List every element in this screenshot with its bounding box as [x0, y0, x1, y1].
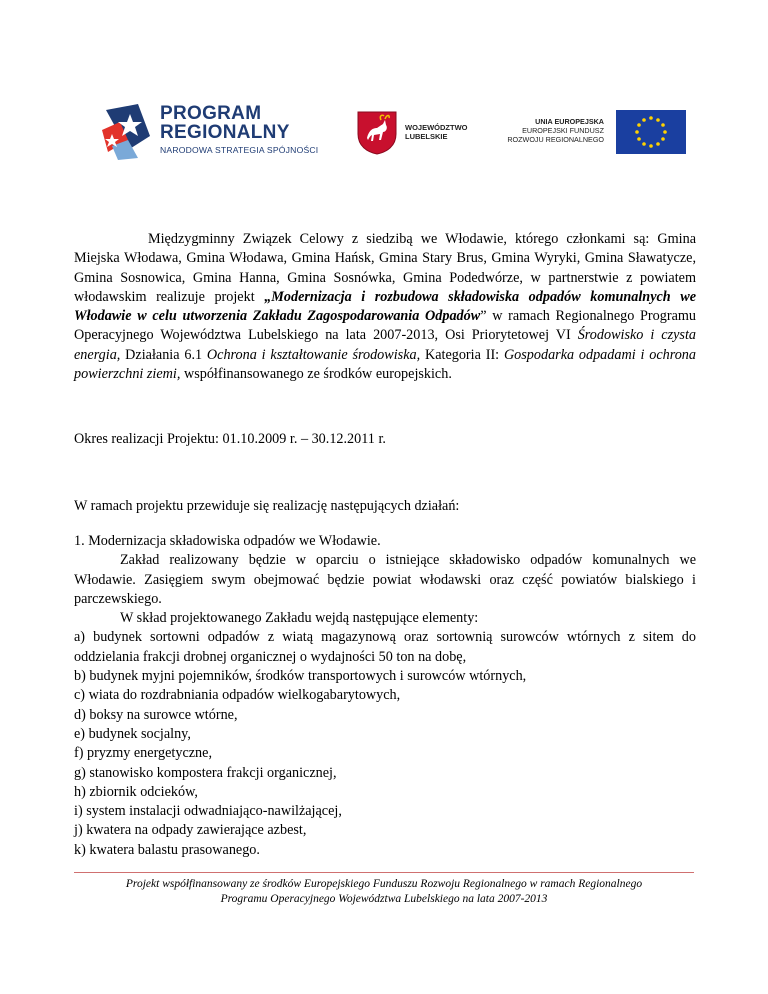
program-logo-line3: NARODOWA STRATEGIA SPÓJNOŚCI [160, 145, 319, 155]
footer [74, 877, 694, 907]
project-title: „Modernizacja i rozbudowa składowiska odpadów komunalnych we Włodawie w celu utworzenia Zakładu Zagospodarowania Odpadów [74, 288, 696, 325]
section-modernizacja [74, 532, 696, 860]
list-item: k) kwatera balastu prasowanego. [74, 841, 260, 858]
section-paragraph-2-text: W skład projektowanego Zakładu wejdą następujące elementy: [120, 610, 479, 627]
program-regionalny-emblem-icon [98, 100, 158, 162]
footer-line2: Programu Operacyjnego Województwa Lubelskiego na lata 2007-2013 [220, 893, 548, 905]
eu-logo-line1: UNIA EUROPEJSKA [535, 117, 604, 126]
list-item: j) kwatera na odpady zawierające azbest, [74, 822, 307, 839]
category-name: Gospodarka odpadami i ochrona powierzchni ziemi, [74, 346, 696, 383]
section-paragraph-1 [74, 551, 696, 609]
eu-logo-line2: EUROPEJSKI FUNDUSZ [522, 126, 604, 135]
eu-logo-line3: ROZWOJU REGIONALNEGO [507, 135, 604, 144]
list-item: g) stanowisko kompostera frakcji organicznej, [74, 764, 337, 781]
list-item: a) budynek sortowni odpadów z wiatą magazynową oraz sortownią surowców wtórnych z sitem do oddzielania frakcji drobnej organicznej o wydajności 50 ton na dobę, [74, 629, 696, 665]
list-item: d) boksy na surowce wtórne, [74, 706, 238, 723]
unia-europejska-logo [500, 110, 686, 154]
list-item: c) wiata do rozdrabniania odpadów wielkogabarytowych, [74, 687, 401, 704]
wojewodztwo-logo-line1: WOJEWÓDZTWO [405, 123, 468, 132]
section-paragraph-1-text: Zakład realizowany będzie w oparciu o istniejące składowisko odpadów komunalnych we Włodawie. Zasięgiem swym obejmować będzie powiat włodawski oraz część powiatów bialskiego i parczewskiego. [74, 552, 696, 607]
footer-divider [74, 872, 694, 873]
wojewodztwo-lubelskie-logo [355, 110, 505, 155]
eu-flag-icon [616, 110, 686, 154]
section-heading: 1. Modernizacja składowiska odpadów we Włodawie. [74, 533, 381, 549]
project-period: Okres realizacji Projektu: 01.10.2009 r. – 30.12.2011 r. [74, 431, 386, 447]
program-logo-line2: REGIONALNY [160, 122, 290, 143]
list-item: h) zbiornik odcieków, [74, 783, 198, 800]
intro-ending: współfinansowanego ze środków europejskich. [180, 366, 452, 383]
footer-line1: Projekt współfinansowany ze środków Europejskiego Funduszu Rozwoju Regionalnego w ramach Regionalnego [125, 878, 643, 890]
action-name: Ochrona i kształtowanie środowiska, [206, 346, 421, 363]
intro-after-action: Kategoria II: [420, 346, 504, 363]
list-item: f) pryzmy energetyczne, [74, 745, 212, 762]
actions-intro: W ramach projektu przewiduje się realizację następujących działań: [74, 498, 460, 514]
section-paragraph-2 [74, 609, 696, 628]
list-item: e) budynek socjalny, [74, 725, 191, 742]
intro-text: Międzygminny Związek Celowy z siedzibą we Włodawie, którego członkami są: Gmina Miejska Włodawa, Gmina Włodawa, Gmina Hańsk, Gmina Stary Brus, Gmina Wyryki, Gmina Sławatycze, Gmina Sosnowica, Gmina Hanna, Gmina Sosnówka, Gmina Podedwórze, w partnerstwie z powiatem włodawskim realizuje projekt [74, 231, 696, 305]
program-logo-line1: PROGRAM [160, 103, 262, 124]
lubelskie-coat-of-arms-icon [355, 110, 399, 155]
intro-after-axis: Działania 6.1 [120, 346, 207, 363]
wojewodztwo-logo-line2: LUBELSKIE [405, 132, 448, 141]
list-item: i) system instalacji odwadniająco-nawilżającej, [74, 803, 342, 820]
intro-paragraph [74, 230, 696, 384]
program-regionalny-logo [98, 100, 328, 162]
intro-after-title: ” w ramach Regionalnego Programu Operacyjnego Województwa Lubelskiego na lata 2007-2013, Osi Priorytetowej VI [74, 308, 696, 344]
priority-axis-name: Środowisko i czysta energia, [74, 327, 696, 363]
list-item: b) budynek myjni pojemników, środków transportowych i surowców wtórnych, [74, 668, 527, 685]
